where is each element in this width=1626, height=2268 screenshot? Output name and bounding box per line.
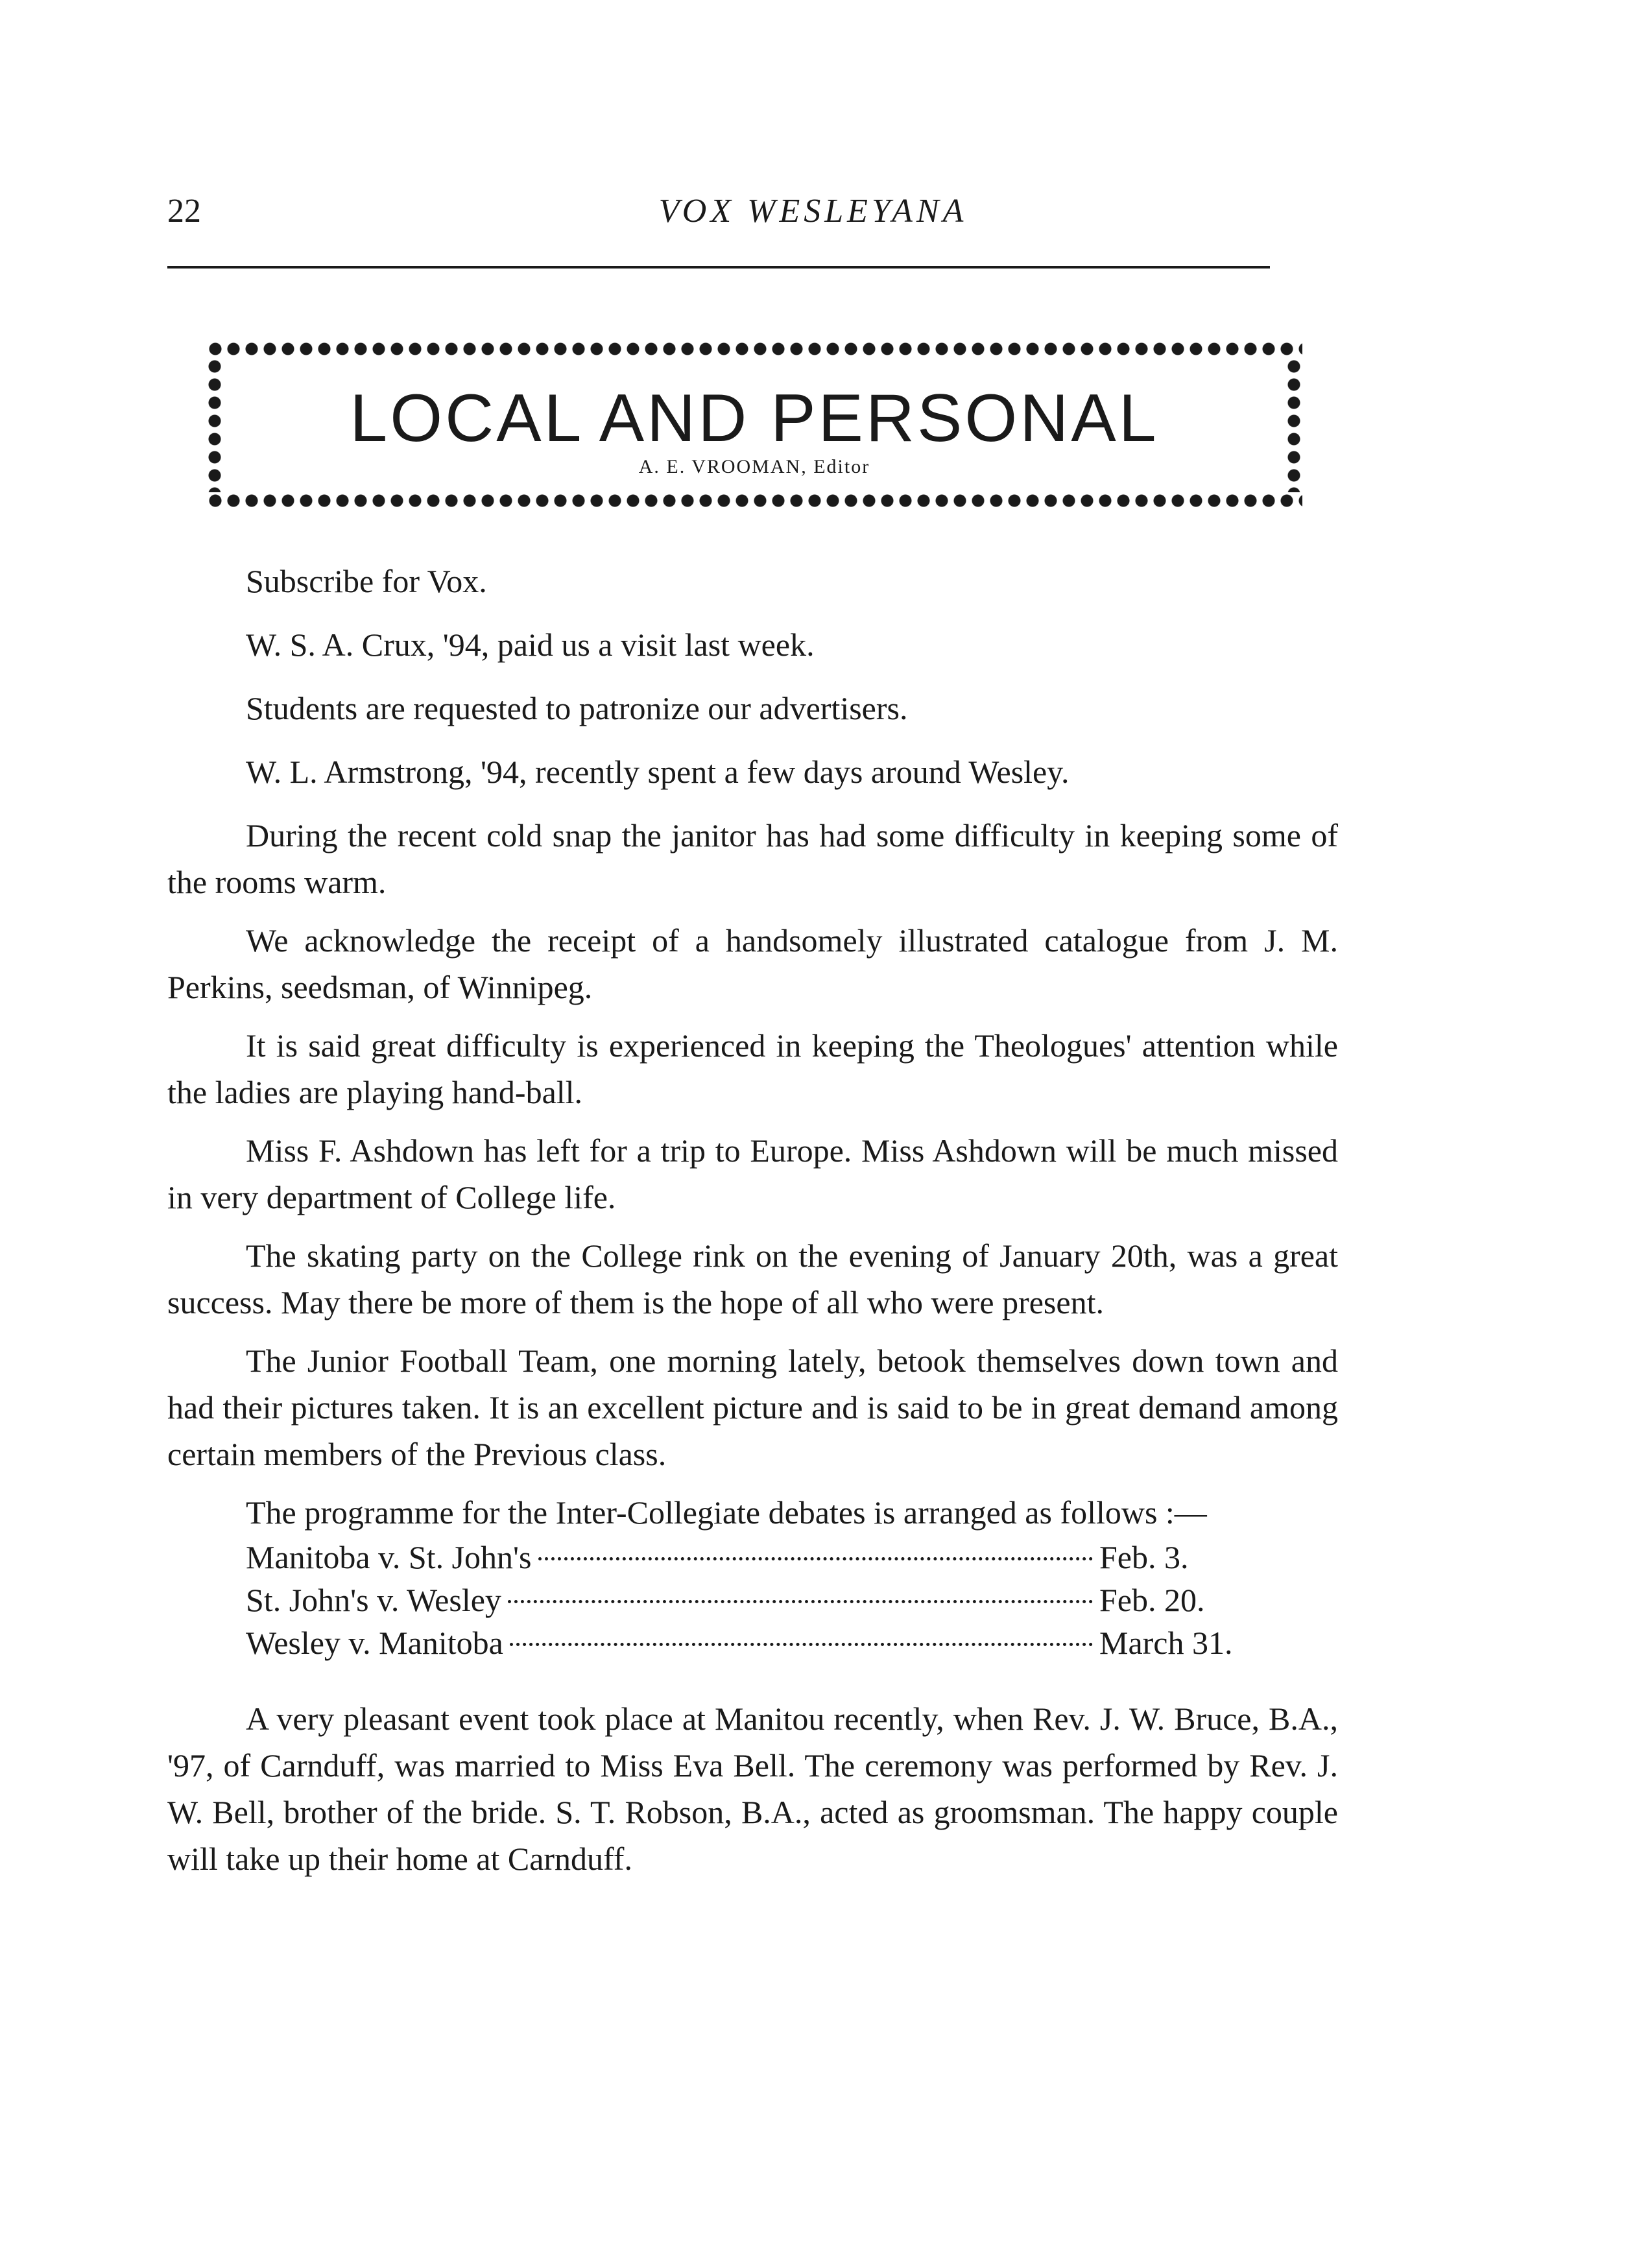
paragraph: Subscribe for Vox. (246, 563, 487, 599)
dot-leader (538, 1557, 1093, 1560)
paragraph: W. S. A. Crux, '94, paid us a visit last week. (246, 627, 815, 663)
section-editor: A. E. VROOMAN, Editor (638, 456, 870, 477)
spacer (167, 1664, 1338, 1695)
paragraph: Students are requested to patronize our advertisers. (246, 690, 908, 726)
paragraph: The skating party on the College rink on the evening of January 20th, was a great success. May there be more of them is the hope of all who were present. (167, 1237, 1338, 1320)
paragraph: The Junior Football Team, one morning lately, betook themselves down town and had their pictures taken. It is an excellent picture and is said to be in great demand among certain members of the Previous class. (167, 1343, 1338, 1472)
ornament-border-top (206, 340, 1302, 357)
debate-date: March 31. (1099, 1625, 1233, 1661)
article-body (167, 558, 1338, 1894)
debate-date: Feb. 3. (1099, 1539, 1189, 1575)
paragraph: It is said great difficulty is experienced in keeping the Theologues' attention while the ladies are playing hand-ball. (167, 1027, 1338, 1110)
paragraph: The programme for the Inter-Collegiate debates is arranged as follows :— (246, 1494, 1207, 1531)
dot-leader (510, 1643, 1093, 1646)
dot-leader (508, 1600, 1093, 1603)
debate-match: Manitoba v. St. John's (246, 1539, 532, 1575)
ornament-border-bottom (206, 492, 1302, 509)
running-head: VOX WESLEYANA (658, 193, 968, 230)
debate-match: St. John's v. Wesley (246, 1582, 501, 1618)
debate-row (246, 1536, 1261, 1579)
paragraph: A very pleasant event took place at Manitou recently, when Rev. J. W. Bruce, B.A., '97, of Carnduff, was married to Miss Eva Bell. The ceremony was performed by Rev. J. W. Bell, brother of the bride. S. T. Robson, B.A., acted as groomsman. The happy couple will take up their home at Carnduff. (167, 1701, 1338, 1877)
debate-schedule (246, 1536, 1261, 1664)
paragraph: We acknowledge the receipt of a handsomely illustrated catalogue from J. M. Perkins, seedsman, of Winnipeg. (167, 922, 1338, 1005)
paragraph: W. L. Armstrong, '94, recently spent a few days around Wesley. (246, 754, 1070, 790)
debate-date: Feb. 20. (1099, 1582, 1205, 1618)
paragraph: During the recent cold snap the janitor has had some difficulty in keeping some of the rooms warm. (167, 817, 1338, 900)
debate-row (246, 1579, 1261, 1621)
debate-row (246, 1621, 1261, 1664)
paragraph: Miss F. Ashdown has left for a trip to Europe. Miss Ashdown will be much missed in very department of College life. (167, 1132, 1338, 1215)
section-title-box (206, 340, 1302, 509)
header-rule (167, 266, 1270, 269)
section-title: LOCAL AND PERSONAL (350, 381, 1159, 456)
page-number: 22 (167, 193, 201, 230)
debate-match: Wesley v. Manitoba (246, 1625, 503, 1661)
